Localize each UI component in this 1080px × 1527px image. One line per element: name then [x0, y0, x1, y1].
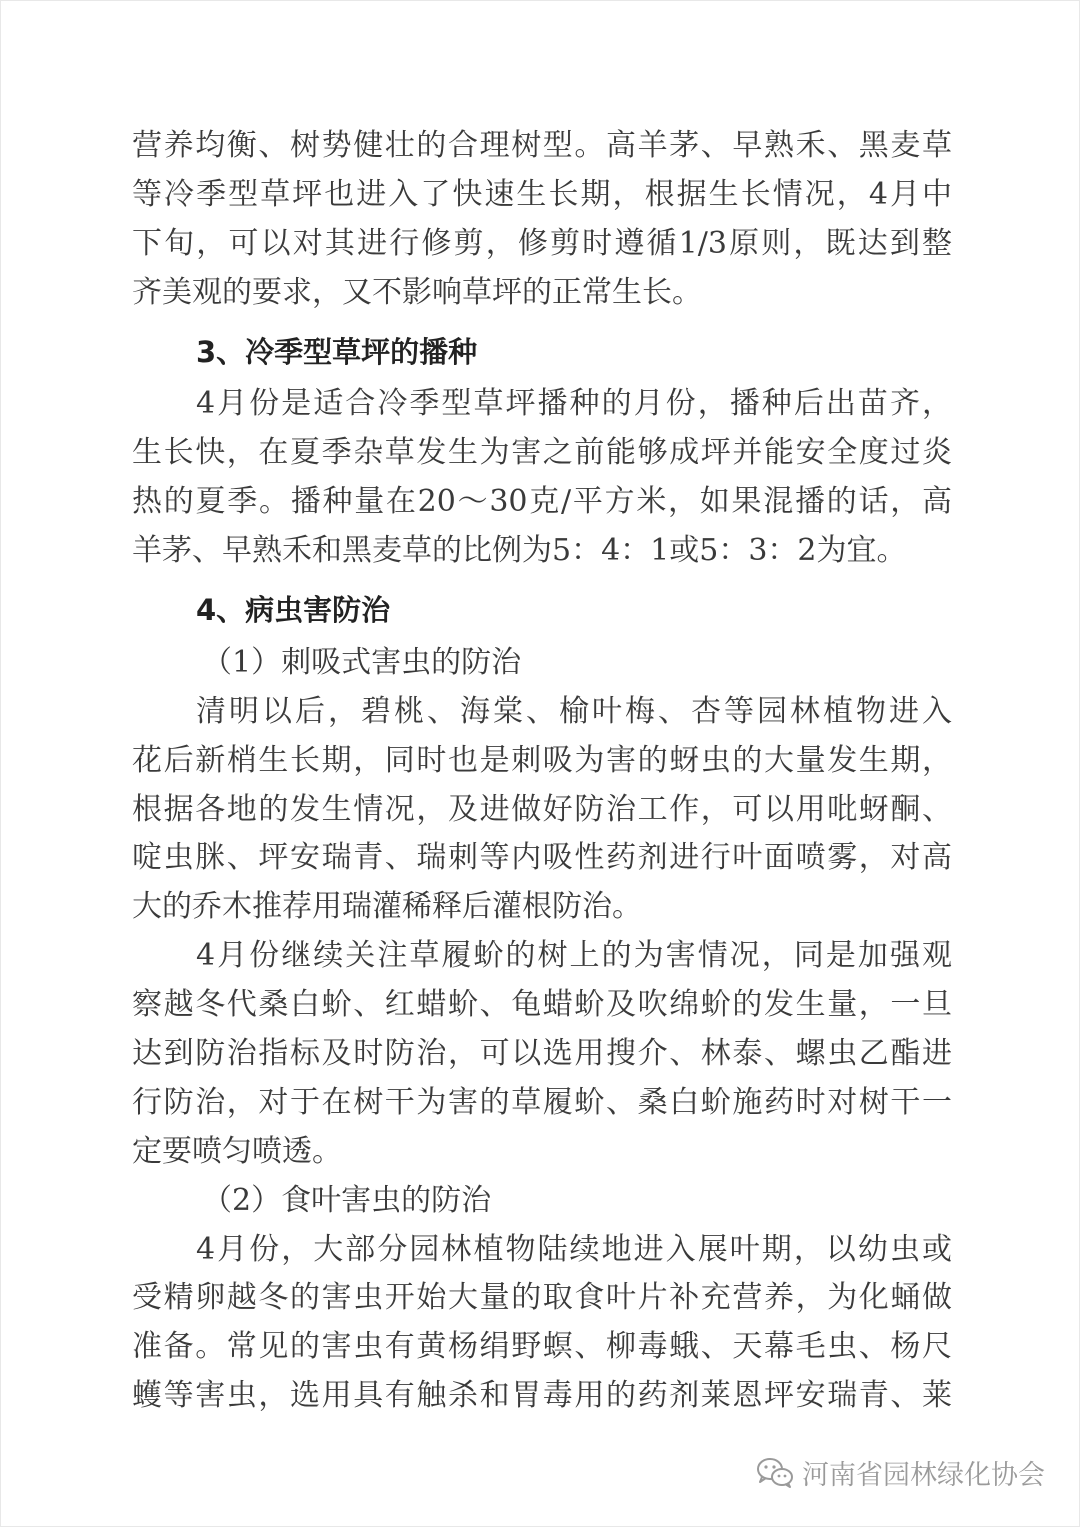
article-body: [132, 122, 952, 1421]
watermark: [756, 1453, 1045, 1492]
text-line: 羊茅、早熟禾和黑麦草的比例为5：4：1或5：3：2为宜。: [132, 533, 907, 569]
text-line: 等冷季型草坪也进入了快速生长期，根据生长情况，4月中: [132, 176, 952, 212]
watermark-text: 河南省园林绿化协会: [802, 1460, 1045, 1491]
subsection-heading-2: （2）食叶害虫的防治: [202, 1182, 492, 1218]
section-heading-3: 3、冷季型草坪的播种: [196, 334, 478, 369]
text-line: 根据各地的发生情况，及进做好防治工作，可以用吡蚜酮、: [132, 791, 952, 827]
text-line: 4月份，大部分园林植物陆续地进入展叶期，以幼虫或: [196, 1231, 952, 1267]
text-line: 下旬，可以对其进行修剪，修剪时遵循1/3原则，既达到整: [132, 225, 952, 261]
text-line: 行防治，对于在树干为害的草履蚧、桑白蚧施药时对树干一: [132, 1084, 952, 1120]
text-line: 蠖等害虫，选用具有触杀和胃毒用的药剂莱恩坪安瑞青、莱: [132, 1378, 952, 1414]
text-line: 准备。常见的害虫有黄杨绢野螟、柳毒蛾、天幕毛虫、杨尺: [132, 1329, 952, 1365]
text-line: 受精卵越冬的害虫开始大量的取食叶片补充营养，为化蛹做: [132, 1280, 952, 1316]
text-line: 齐美观的要求，又不影响草坪的正常生长。: [132, 274, 702, 310]
text-line: 啶虫脒、坪安瑞青、瑞刺等内吸性药剂进行叶面喷雾，对高: [132, 840, 952, 876]
section-heading-4: 4、病虫害防治: [196, 593, 391, 628]
subsection-heading-1: （1）刺吸式害虫的防治: [202, 644, 522, 680]
text-line: 4月份继续关注草履蚧的树上的为害情况，同是加强观: [196, 938, 952, 974]
text-line: 生长快，在夏季杂草发生为害之前能够成坪并能安全度过炎: [132, 435, 952, 471]
text-line: 大的乔木推荐用瑞灌稀释后灌根防治。: [132, 889, 642, 925]
text-line: 4月份是适合冷季型草坪播种的月份，播种后出苗齐，: [196, 386, 952, 422]
wechat-icon: [756, 1457, 794, 1489]
text-line: 清明以后，碧桃、海棠、榆叶梅、杏等园林植物进入: [196, 693, 952, 729]
text-line: 察越冬代桑白蚧、红蜡蚧、龟蜡蚧及吹绵蚧的发生量，一旦: [132, 987, 952, 1023]
text-line: 花后新梢生长期，同时也是刺吸为害的蚜虫的大量发生期，: [132, 742, 952, 778]
text-line: 营养均衡、树势健壮的合理树型。高羊茅、早熟禾、黑麦草: [132, 128, 952, 163]
text-line: 达到防治指标及时防治，可以选用搜介、林泰、螺虫乙酯进: [132, 1036, 952, 1072]
text-line: 热的夏季。播种量在20～30克/平方米，如果混播的话，高: [132, 484, 952, 520]
text-line: 定要喷匀喷透。: [132, 1133, 342, 1169]
